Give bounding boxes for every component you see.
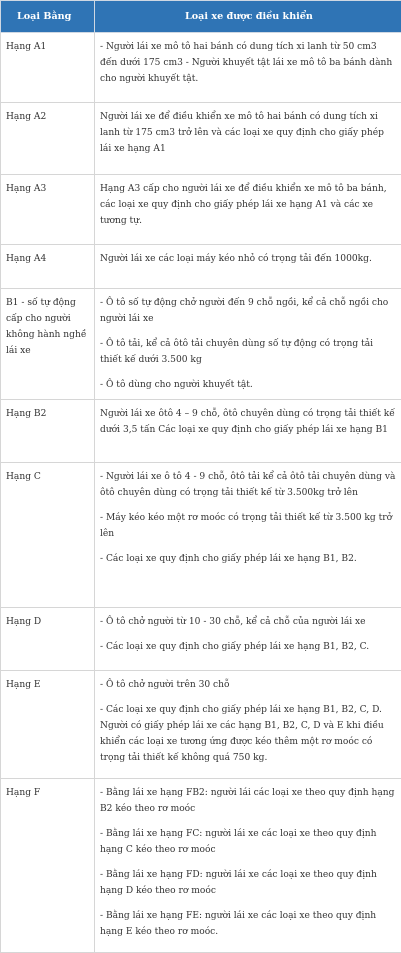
vehicle-description-cell bbox=[95, 289, 401, 400]
description-line: - Ô tô dùng cho người khuyết tật. bbox=[100, 377, 396, 393]
license-class-cell: B1 - số tự động cấp cho người không hành nghề lái xe bbox=[1, 289, 95, 400]
description-line: - Người lái xe mô tô hai bánh có dung tích xi lanh từ 50 cm3 đến dưới 175 cm3 - Người khuyết tật lái xe mô tô ba bánh dành cho người khuyết tật. bbox=[100, 39, 396, 87]
description-line: - Ô tô số tự động chở người đến 9 chỗ ngồi, kể cả chỗ ngồi cho người lái xe bbox=[100, 295, 396, 327]
description-line: - Ô tô chở người từ 10 - 30 chỗ, kể cả chỗ của người lái xe bbox=[100, 614, 396, 630]
license-class-cell: Hạng A4 bbox=[1, 245, 95, 289]
description-line: Người lái xe để điều khiển xe mô tô hai bánh có dung tích xi lanh từ 175 cm3 trở lên và các loại xe quy định cho giấy phép lái xe hạng A1 bbox=[100, 109, 396, 157]
table-row bbox=[1, 245, 401, 289]
table-row bbox=[1, 608, 401, 671]
description-line: - Ô tô tải, kể cả ôtô tải chuyên dùng số tự động có trọng tải thiết kế dưới 3.500 kg bbox=[100, 336, 396, 368]
table-row bbox=[1, 175, 401, 245]
description-line: - Các loại xe quy định cho giấy phép lái xe hạng B1, B2, C, D. Người có giấy phép lái xe các hạng B1, B2, C, D và E khi điều khiển các loại xe tương ứng được kéo thêm một rơ moóc có trọng tải thiết kế không quá 750 kg. bbox=[100, 702, 396, 766]
vehicle-description-cell bbox=[95, 463, 401, 608]
description-line: - Máy kéo kéo một rơ moóc có trọng tải thiết kế từ 3.500 kg trở lên bbox=[100, 510, 396, 542]
description-line: - Các loại xe quy định cho giấy phép lái xe hạng B1, B2, C. bbox=[100, 639, 396, 655]
vehicle-description-cell bbox=[95, 175, 401, 245]
description-line: - Bằng lái xe hạng FC: người lái xe các loại xe theo quy định hạng C kéo theo rơ moóc bbox=[100, 826, 396, 858]
vehicle-description-cell bbox=[95, 400, 401, 463]
vehicle-description-cell bbox=[95, 671, 401, 779]
description-line: - Bằng lái xe hạng FD: người lái xe các loại xe theo quy định hạng D kéo theo rơ moóc bbox=[100, 867, 396, 899]
vehicle-description-cell bbox=[95, 779, 401, 953]
license-class-cell: Hạng C bbox=[1, 463, 95, 608]
license-class-cell: Hạng F bbox=[1, 779, 95, 953]
vehicle-description-cell bbox=[95, 245, 401, 289]
description-line: - Bằng lái xe hạng FB2: người lái các loại xe theo quy định hạng B2 kéo theo rơ moóc bbox=[100, 785, 396, 817]
description-line: Người lái xe các loại máy kéo nhỏ có trọng tải đến 1000kg. bbox=[100, 251, 396, 267]
description-line: Hạng A3 cấp cho người lái xe để điều khiển xe mô tô ba bánh, các loại xe quy định cho giấy phép lái xe hạng A1 và các xe tương tự. bbox=[100, 181, 396, 229]
description-line: - Các loại xe quy định cho giấy phép lái xe hạng B1, B2. bbox=[100, 551, 396, 567]
vehicle-description-cell bbox=[95, 103, 401, 175]
license-class-cell: Hạng E bbox=[1, 671, 95, 779]
table-row bbox=[1, 463, 401, 608]
license-class-cell: Hạng B2 bbox=[1, 400, 95, 463]
description-line: Người lái xe ôtô 4 – 9 chỗ, ôtô chuyên dùng có trọng tải thiết kế dưới 3,5 tấn Các loại xe quy định cho giấy phép lái xe hạng B1 bbox=[100, 406, 396, 438]
table-row bbox=[1, 779, 401, 953]
license-class-cell: Hạng A2 bbox=[1, 103, 95, 175]
table-row bbox=[1, 103, 401, 175]
table-row bbox=[1, 671, 401, 779]
table-header-row bbox=[1, 1, 401, 33]
vehicle-description-cell bbox=[95, 33, 401, 103]
license-class-cell: Hạng D bbox=[1, 608, 95, 671]
table-row bbox=[1, 400, 401, 463]
license-class-cell: Hạng A1 bbox=[1, 33, 95, 103]
description-line: - Người lái xe ô tô 4 - 9 chỗ, ôtô tải kể cả ôtô tải chuyên dùng và ôtô chuyên dùng có trọng tải thiết kế từ 3.500kg trở lên bbox=[100, 469, 396, 501]
table-row bbox=[1, 33, 401, 103]
header-license-class: Loại Bằng bbox=[1, 1, 95, 33]
table-row bbox=[1, 289, 401, 400]
description-line: - Ô tô chở người trên 30 chỗ bbox=[100, 677, 396, 693]
vehicle-description-cell bbox=[95, 608, 401, 671]
license-class-cell: Hạng A3 bbox=[1, 175, 95, 245]
header-vehicle-types: Loại xe được điều khiển bbox=[95, 1, 401, 33]
description-line: - Bằng lái xe hạng FE: người lái xe các loại xe theo quy định hạng E kéo theo rơ moóc. bbox=[100, 908, 396, 940]
